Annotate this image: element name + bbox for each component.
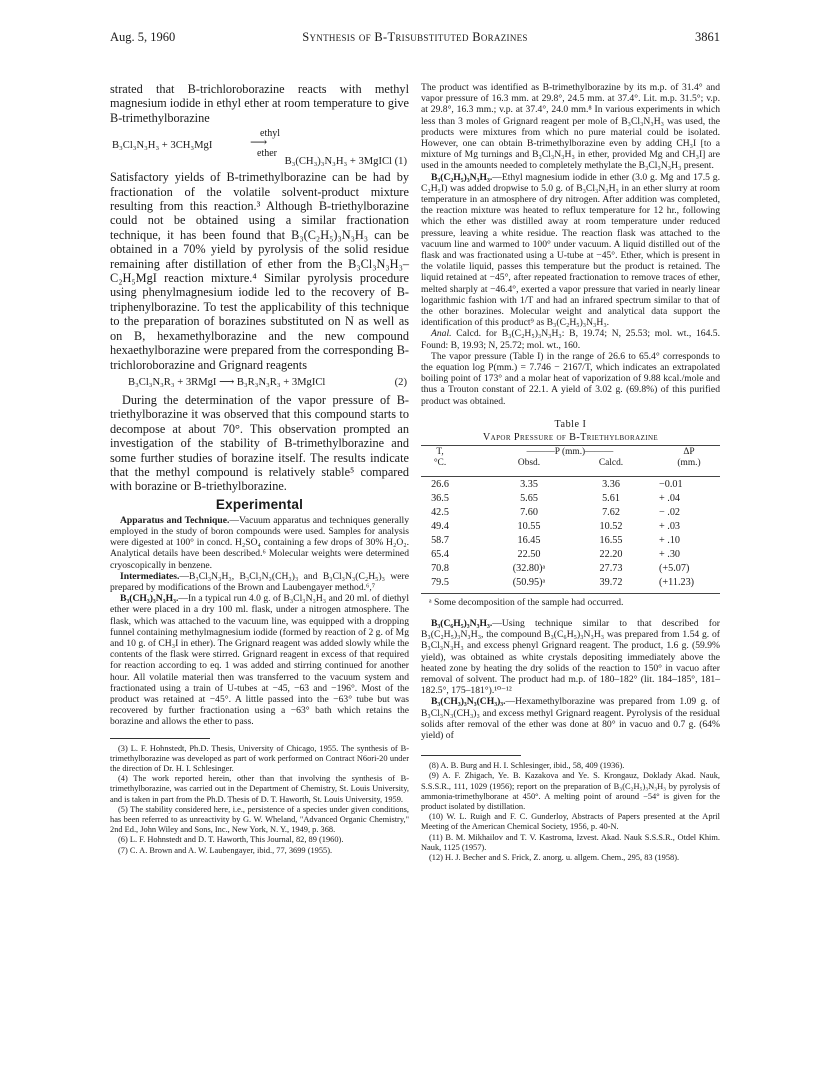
section-heading-experimental: Experimental [215,496,304,512]
table-row [421,507,720,521]
triphenylborazine-text: —Using technique similar to that described for B₃(C₂H₅)₃N₃H₃, the compound B₃(C₆H₅)₃N₃H₃ was prepared from 1.54 g. of B₃Cl₃N₃H₃ and excess phenyl Grignard reagent. The product, 1.6 g. (59.9% yield), was obtained as white crystals depositing immediately above the heated zone by heating the dry solids of the reaction to 150° in vacuo after removal of solvent. The product had m.p. of 180–182° (lit. 184–185°, 181–182.5°, 175–181°).¹⁰⁻¹² [421,617,720,697]
analysis-paragraph [421,328,720,350]
col-header-obsd: Obsd. [517,457,541,468]
hexamethylborazine-title: B₃(CH₃)₃N₃(CH₃)₃. [431,696,506,708]
cell-delta: (+11.23) [659,576,695,588]
cell-calcd: 10.52 [599,520,623,532]
table-row [421,535,720,549]
analysis-title: Anal. [431,328,452,340]
footnote: (6) L. F. Hohnstedt and D. T. Haworth, This Journal, 82, 89 (1960). [118,835,344,845]
cell-delta: − .02 [659,506,681,518]
spacer [421,608,720,618]
eq2-body: B₃Cl₃N₃R₃ + 3RMgI ⟶ B₃R₃N₃R₃ + 3MgICl [128,376,326,388]
cell-calcd: 16.55 [599,534,623,546]
cell-delta: + .03 [659,520,681,532]
intermediates-paragraph [110,571,409,593]
trimethylborazine-paragraph [110,593,409,727]
footnote: (7) C. A. Brown and A. W. Laubengayer, ibid., 77, 3699 (1955). [118,845,333,855]
eq1-reactants: B₃Cl₃N₃H₃ + 3CH₃MgI [112,140,213,152]
header-title: Synthesis of B-Trisubstituted Borazines [302,30,528,44]
right-footnotes [421,761,720,863]
table-caption: Vapor Pressure of B-Triethylborazine [482,431,659,443]
trimethylborazine-text: —In a typical run 4.0 g. of B₃Cl₃N₃H₃ and 20 ml. of diethyl ether were placed in a dry 100 ml. flask, under a nitrogen atmosphere. The flask, which was attached to the vacuum line, was equipped with a dropping funnel containing methylmagnesium iodide (formed by reaction of 2 g. of Mg and 10 g. of CH₃I in ether). The Grignard reagent was added slowly while the contents of the flask were stirred. Grignard reagent in excess of that required for reaction according to eq. 1 was added and stirring continued for another hour. All volatile material then was transferred to the vacuum system and fractionated using a train of U-tubes at −45, −63 and −196°. Most of the product was retained at −45°. A little passed into the −63° tube but was recovered by further fractionation using a −63° bath which retains the borazine and allows the ether to pass. [110,593,409,728]
col-header-calcd: Calcd. [598,457,624,468]
table-row [421,521,720,535]
cell-delta: + .10 [659,534,681,546]
cell-obsd: 5.65 [520,492,538,504]
apparatus-paragraph [110,515,409,571]
left-column [110,82,409,856]
table-header-rule [421,476,720,477]
trimethylborazine-title: B₃(CH₃)₃N₃H₃. [120,593,179,605]
table-row [421,479,720,493]
triphenylborazine-paragraph [421,618,720,696]
footnote: (10) W. L. Ruigh and F. C. Gunderloy, Abstracts of Papers presented at the April Meeting of the American Chemical Society, 1956, p. 40-N. [421,812,720,832]
cell-delta: (+5.07) [659,562,690,574]
cell-calcd: 39.72 [599,576,623,588]
header-date: Aug. 5, 1960 [110,30,176,44]
hexamethylborazine-text: —Hexamethylborazine was prepared from 1.09 g. of B₃Cl₃N₃(CH₃)₃ and excess methyl Grignard reagent. Pyrolysis of the residual solids after removal of the ether was done at 80° in vacuo and 0.7 g. (64% yield) of [421,696,720,741]
cell-temp: 42.5 [431,506,449,518]
footnote-rule [421,755,521,756]
cell-obsd: 22.50 [517,548,541,560]
cell-obsd: 7.60 [520,506,538,518]
col-header-t: T, [436,446,444,457]
col-header-t-unit: °C. [433,457,447,468]
identification-paragraph: The product was identified as B-trimethylborazine by its m.p. of 31.4° and vapor pressure of 16.3 mm. at 29.8°, 24.5 mm. at 37.4°. Lit. m.p. 31.5°; v.p. at 29.8°, 16.3 mm.; v.p. at 37.4°, 24.0 mm.⁸ In various experiments in which less than 3 moles of Grignard reagent per mole of B₃Cl₃N₃H₃ was used, the products were mixtures from which no pure material could be isolated. However, one can obtain B-trimethylborazine even by adding CH₃I [to a mixture of Mg turnings and B₃Cl₃N₃H₃ in ether, provided Mg and CH₃I] are used in the amounts needed to completely methylate the B₃Cl₃N₃H₃ present. [421,82,720,172]
cell-temp: 26.6 [431,478,449,490]
table-title: Table I [554,418,587,430]
right-column [421,82,720,863]
table-footnote: ᵃ Some decomposition of the sample had occurred. [429,596,624,608]
table-body [421,479,720,591]
col-header-p: ———P (mm.)——— [526,446,614,457]
analysis-text: Calcd. for B₃(C₂H₅)₃N₃H₃: B, 19.74; N, 25.53; mol. wt., 164.5. Found: B, 19.93; N, 25.72; mol. wt., 160. [421,328,720,351]
cell-calcd: 27.73 [599,562,623,574]
footnote: (12) H. J. Becher and S. Frick, Z. anorg. u. allgem. Chem., 295, 83 (1958). [429,852,680,862]
cell-calcd: 22.20 [599,548,623,560]
running-header [110,30,720,48]
cell-calcd: 5.61 [602,492,620,504]
cell-delta: + .30 [659,548,681,560]
table-bottom-rule [421,593,720,594]
triethylborazine-paragraph [421,172,720,329]
apparatus-text: —Vacuum apparatus and techniques generally employed in the study of boron compounds were used. Samples for analysis were digested at 100° in concd. H₂SO₄ containing a few drops of 30% H₂O₂. Analytical details have been described.⁶ Molecular weights were determined cryoscopically in benzene. [110,514,409,571]
cell-calcd: 7.62 [602,506,620,518]
equation-2 [110,375,409,391]
eq2-number: (2) [394,376,407,388]
triphenylborazine-title: B₃(C₆H₅)₃N₃H₃. [431,617,493,629]
intro-paragraph-3: During the determination of the vapor pressure of B-triethylborazine it was observed that this compound starts to decompose at about 70°. This observation prompted an investigation of the stability of B-trimethylborazine and some further studies of borazine itself. The results indicate that the methyl compound is relatively stable⁵ compared with borazine or B-triethylborazine. [110,392,409,494]
cell-temp: 70.8 [431,562,449,574]
footnote: (8) A. B. Burg and H. I. Schlesinger, ibid., 58, 409 (1936). [429,761,625,771]
cell-calcd: 3.36 [602,478,620,490]
header-page-number: 3861 [695,30,720,44]
table-row [421,493,720,507]
cell-temp: 36.5 [431,492,449,504]
cell-temp: 65.4 [431,548,449,560]
footnote: (5) The stability considered here, i.e., persistence of a species under given conditions, has been referred to as unreactivity by G. W. Wheland, "Advanced Organic Chemistry," 2nd Ed., John Wiley and Sons, Inc., New York, N. Y., 1949, p. 368. [110,804,409,835]
left-footnotes [110,744,409,856]
eq1-solvent-bottom: ether [257,148,277,160]
cell-obsd: 3.35 [520,478,538,490]
footnote: (4) The work reported herein, other than that involving the synthesis of B-trimethylborazine, was carried out in the Department of Chemistry, St. Louis University, and is taken in part from the Ph.D. Thesis of D. T. Haworth, St. Louis University, 1959. [110,774,409,804]
footnote-rule [110,738,210,739]
col-header-dp-unit: (mm.) [677,457,701,468]
table-header [421,446,720,474]
triethylborazine-title: B₃(C₂H₅)₃N₃H₃. [431,171,493,183]
triethylborazine-text: —Ethyl magnesium iodide in ether (3.0 g. Mg and 17.5 g. C₂H₅I) was added dropwise to 5.0 g. of B₃Cl₃N₃H₃ in an ether slurry at room temperature in an atmosphere of dry nitrogen. After addition was completed, the reaction mixture was heated to reflux temperature for 12 hr., following which the ether was distilled away at room temperature under reduced pressure, leaving a white residue. The reaction flask was attached to the vacuum line and warmed to 100° under vacuum. A liquid distilled out of the flask and was fractionated using a U-tube at −45°. Ether, which is present in the volatile liquid, passes this temperature but the product is retained. The liquid retained at −45°, after repeated fractionation to remove traces of ether, melted sharply at −46.4°, exerted a vapor pressure that varied in nearly linear logarithmic fashion with 1/T and had an infrared spectrum similar to that of the other borazines. Molecular weight and analytical data support the identification of this product⁹ as B₃(C₂H₅)₃N₃H₃. [421,171,720,329]
cell-delta: + .04 [659,492,681,504]
cell-obsd: 16.45 [517,534,541,546]
footnote: (3) L. F. Hohnstedt, Ph.D. Thesis, University of Chicago, 1955. The synthesis of B-trimethylborazine was developed as part of work performed on Contract N6ori-20 under the direction of Dr. H. I. Schlesinger. [110,743,409,774]
intermediates-text: —B₃Cl₃N₃H₃, B₃Cl₃N₃(CH₃)₃ and B₃Cl₃N₃(C₂H₅)₃ were prepared by modifications of the Brown and Laubengayer method.⁶,⁷ [110,570,409,593]
eq1-arrow: ⟶ [250,135,268,150]
hexamethylborazine-paragraph [421,696,720,741]
cell-obsd: (50.95)ᵃ [512,576,546,588]
vapor-pressure-paragraph: The vapor pressure (Table I) in the range of 26.6 to 65.4° corresponds to the equation log P(mm.) = 7.746 − 2167/T, which indicates an extrapolated boiling point of 173° and a molar heat of vaporization of 9.88 kcal./mole and thus a Trouton constant of 22.1. A yield of 3.02 g. (69.8%) of this purified product was obtained. [421,350,720,407]
apparatus-title: Apparatus and Technique. [120,514,230,526]
eq1-products: B₃(CH₃)₃N₃H₃ + 3MgICl (1) [284,156,407,168]
intro-continuation: strated that B-trichloroborazine reacts with methyl magnesium iodide in ethyl ether at room temperature to give B-trimethylborazine [110,82,409,125]
col-header-dp: ΔP [683,446,695,457]
eq1-solvent-top: ethyl [260,128,280,140]
cell-delta: −0.01 [659,478,683,490]
cell-obsd: (32.80)ᵃ [512,562,546,574]
cell-obsd: 10.55 [517,520,541,532]
equation-1 [110,127,409,167]
table-row [421,563,720,577]
table-row [421,549,720,563]
footnote: (11) B. M. Mikhailov and T. V. Kastroma, Izvest. Akad. Nauk S.S.S.R., Otdel Khim. Nauk, 1125 (1957). [421,832,720,852]
cell-temp: 58.7 [431,534,449,546]
cell-temp: 49.4 [431,520,449,532]
footnote: (9) A. F. Zhigach, Ye. B. Kazakova and Ye. S. Krongauz, Doklady Akad. Nauk, S.S.S.R., 111, 1029 (1956); report on the preparation of B₃(C₂H₅)₃N₃H₃ by pyrolysis of ammonia-trimethylborane at 450°. A melting point of around −54° is given for the product isolated by distillation. [421,771,720,811]
intro-paragraph-2: Satisfactory yields of B-trimethylborazine can be had by fractionation of the volatile solvent-product mixture resulting from this reaction.³ Although B-triethylborazine could not be obtained using a similar fractionation technique, it has been found that B₃(C₂H₅)₃N₃H₃ can be obtained in a 70% yield by pyrolysis of the solid residue remaining after distillation of ether from the B₃Cl₃N₃H₃–C₂H₅MgI reaction mixture.⁴ Similar pyrolysis procedure using phenylmagnesium iodide led to the recovery of B-triphenylborazine. To test the applicability of this technique to the preparation of borazines substituted on N as well as on B, hexamethylborazine and the new compound hexaethylborazine were prepared from the corresponding B-trichloroborazine and Grignard reagents [110,170,409,372]
cell-temp: 79.5 [431,576,449,588]
table-row [421,577,720,591]
table-1 [421,419,720,608]
intermediates-title: Intermediates. [120,570,180,582]
